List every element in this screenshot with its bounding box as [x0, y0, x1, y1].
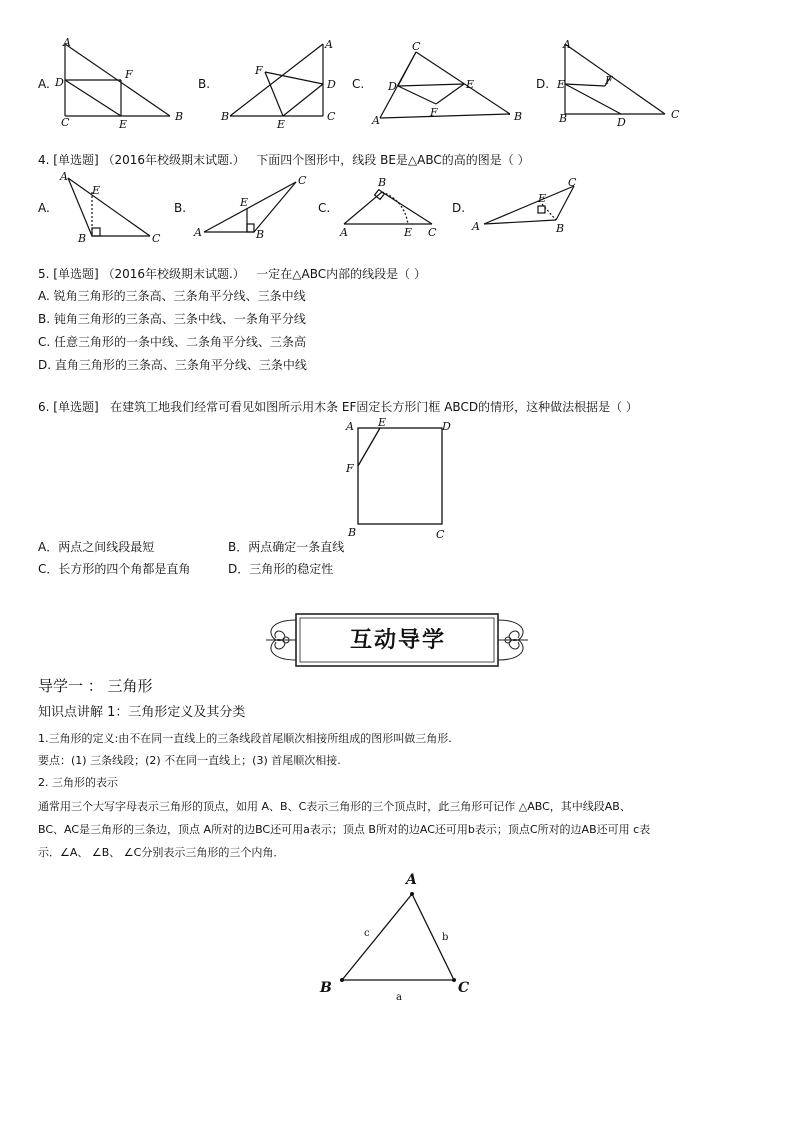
label-f: F — [605, 74, 613, 87]
section-heading: 导学一 ： 三角形 — [38, 677, 153, 695]
q3-option-d: D. — [536, 77, 550, 91]
q4-number: 4. — [38, 153, 50, 167]
label-a: A — [406, 872, 417, 888]
label-c: C — [568, 176, 577, 189]
q6-option-a: A．两点之间线段最短 — [38, 540, 155, 554]
q6-option-d: D．三角形的稳定性 — [228, 562, 334, 576]
label-c: C — [61, 116, 70, 129]
q4-option-b: B. — [174, 201, 187, 215]
q3-figure-b — [215, 36, 345, 131]
label-b: B — [320, 980, 332, 996]
q6-figure — [338, 414, 458, 544]
q6-number: 6. — [38, 400, 50, 414]
q4-figure-a — [56, 168, 166, 246]
paragraph-representation-3: 示．∠A、 ∠B、 ∠C分别表示三角形的三个内角． — [38, 846, 285, 859]
q4-source: （2016年校级期末试题.） — [102, 153, 245, 167]
label-a: A — [340, 226, 348, 239]
label-c: C — [458, 980, 470, 996]
label-b: B — [175, 110, 184, 123]
label-e: E — [557, 78, 566, 91]
label-c: C — [671, 108, 680, 121]
q6-option-b: B．两点确定一条直线 — [228, 540, 345, 554]
paragraph-definition: 1.三角形的定义:由不在同一直线上的三条线段首尾顺次相接所组成的图形叫做三角形. — [38, 732, 452, 745]
q5-option-d: D. 直角三角形的三条高、三条角平分线、三条中线 — [38, 358, 307, 372]
q4-option-c: C. — [318, 201, 331, 215]
q4-type: [单选题] — [53, 153, 99, 167]
label-side-c: c — [364, 928, 370, 939]
label-c: C — [298, 174, 307, 187]
label-c: C — [412, 40, 421, 53]
q5-stem: 一定在△ABC内部的线段是（ ） — [256, 267, 426, 281]
q3-option-b: B. — [198, 77, 211, 91]
label-side-a: a — [396, 992, 402, 1003]
q6-option-c: C．长方形的四个角都是直角 — [38, 562, 191, 576]
label-e: E — [378, 416, 387, 429]
q4-option-d: D. — [452, 201, 466, 215]
paragraph-key-points: 要点：(1) 三条线段；(2) 不在同一直线上；(3) 首尾顺次相接. — [38, 754, 341, 767]
label-e: E — [119, 118, 128, 131]
label-a: A — [472, 220, 480, 233]
triangle-abc-figure — [314, 868, 484, 1006]
q4-question — [38, 152, 530, 168]
label-c: C — [152, 232, 161, 245]
label-b: B — [514, 110, 523, 123]
label-e: E — [466, 78, 475, 91]
label-b: B — [221, 110, 230, 123]
label-a: A — [346, 420, 354, 433]
label-d: D — [388, 80, 397, 93]
q4-stem: 下面四个图形中，线段 BE是△ABC的高的图是（ ） — [256, 153, 530, 167]
banner-title: 互动导学 — [349, 627, 446, 653]
section-subheading: 知识点讲解 1：三角形定义及其分类 — [38, 705, 246, 720]
label-a: A — [372, 114, 380, 127]
q5-number: 5. — [38, 267, 50, 281]
label-d: D — [327, 78, 336, 91]
label-c: C — [436, 528, 445, 541]
label-a: A — [63, 36, 71, 49]
paragraph-representation-title: 2. 三角形的表示 — [38, 776, 118, 789]
label-e: E — [277, 118, 286, 131]
q4-option-a: A. — [38, 201, 50, 215]
label-side-b: b — [442, 932, 449, 943]
label-a: A — [60, 170, 68, 183]
q6-stem: 在建筑工地我们经常可看见如图所示用木条 EF固定长方形门框 ABCD的情形，这种做法根据是（ ） — [110, 400, 638, 414]
label-d: D — [55, 76, 64, 89]
label-b: B — [559, 112, 568, 125]
q3-option-a: A. — [38, 77, 50, 91]
label-e: E — [404, 226, 413, 239]
label-a: A — [325, 38, 333, 51]
label-d: D — [442, 420, 451, 433]
label-e: E — [240, 196, 249, 209]
q3-figure-a — [55, 36, 195, 131]
q5-question — [38, 266, 426, 282]
label-e: E — [538, 192, 547, 205]
q6-question — [38, 399, 638, 415]
q3-option-c: C. — [352, 77, 365, 91]
q5-source: （2016年校级期末试题.） — [102, 267, 245, 281]
label-b: B — [556, 222, 565, 235]
label-d: D — [617, 116, 626, 129]
q4-figure-b — [192, 172, 312, 240]
q5-option-c: C. 任意三角形的一条中线、二条角平分线、三条高 — [38, 335, 307, 349]
label-f: F — [125, 68, 133, 81]
label-b: B — [256, 228, 265, 241]
label-b: B — [378, 176, 387, 189]
q6-type: [单选题] — [53, 400, 99, 414]
q4-figure-c — [336, 170, 446, 242]
paragraph-representation-2: BC、AC是三角形的三条边，顶点 A所对的边BC还可用a表示；顶点 B所对的边AC还可用b表示；顶点C所对的边AB还可用 c表 — [38, 823, 651, 836]
label-b: B — [348, 526, 357, 539]
q3-figure-d — [555, 36, 690, 128]
label-e: E — [92, 184, 101, 197]
label-a: A — [563, 38, 571, 51]
label-f: F — [346, 462, 354, 475]
label-f: F — [430, 106, 438, 119]
label-c: C — [327, 110, 336, 123]
q4-figure-d — [470, 172, 590, 238]
label-a: A — [194, 226, 202, 239]
paragraph-representation-1: 通常用三个大写字母表示三角形的顶点，如用 A、B、C表示三角形的三个顶点时，此三角形可记作 △ABC，其中线段AB、 — [38, 800, 631, 813]
label-f: F — [255, 64, 263, 77]
label-c: C — [428, 226, 437, 239]
q3-figure-c — [368, 40, 528, 128]
q5-option-b: B. 钝角三角形的三条高、三条中线、一条角平分线 — [38, 312, 306, 326]
q5-type: [单选题] — [53, 267, 99, 281]
label-b: B — [78, 232, 87, 245]
q5-option-a: A. 锐角三角形的三条高、三条角平分线、三条中线 — [38, 289, 306, 303]
